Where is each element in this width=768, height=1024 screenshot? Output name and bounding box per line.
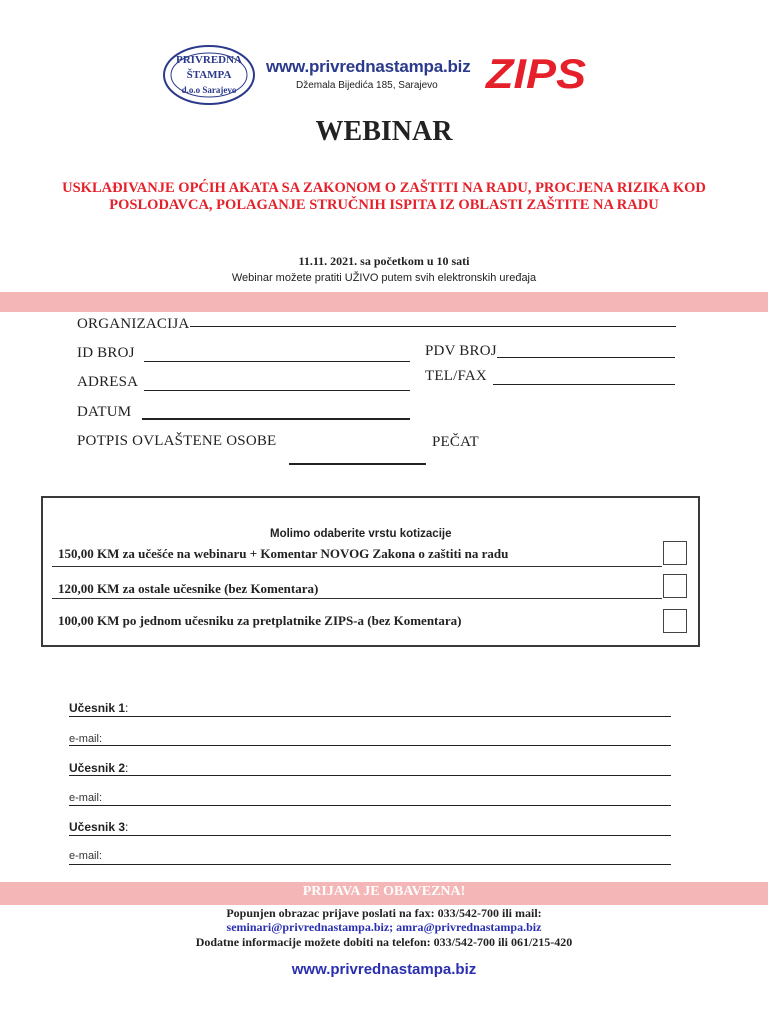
fee-divider-1 [52,566,662,567]
header-website[interactable]: www.privrednastampa.biz [266,57,471,76]
input-tel-fax[interactable] [493,384,675,385]
footer-line3: Dodatne informacije možete dobiti na telefon: 033/542-700 ili 061/215-420 [195,935,573,949]
participant-2-label: Učesnik 2: [69,761,129,775]
footer-website[interactable]: www.privrednastampa.biz [291,961,477,978]
fee-option-1: 150,00 KM za učešće na webinaru + Komentar NOVOG Zakona o zaštiti na radu [58,546,509,561]
label-tel-fax: TEL/FAX [425,368,487,384]
header-address: Džemala Bijedića 185, Sarajevo [296,80,438,91]
participant-2-input[interactable] [69,775,671,776]
footer-banner: PRIJAVA JE OBAVEZNA! [302,884,466,899]
fee-checkbox-3[interactable] [663,609,687,633]
participant-1-email-label: e-mail: [69,733,103,745]
zips-logo-text: ZIPS [484,50,586,96]
input-id-broj[interactable] [144,361,410,362]
seal-text-top: PRIVREDNA [176,54,242,66]
label-organizacija: ORGANIZACIJA [77,316,190,332]
footer-line1: Popunjen obrazac prijave poslati na fax: 033/542-700 ili mail: [226,906,542,920]
label-id-broj: ID BROJ [77,345,135,361]
seal-text-bottom: d.o.o Sarajevo [181,85,237,95]
participant-1-input[interactable] [69,716,671,717]
label-potpis: POTPIS OVLAŠTENE OSOBE [77,433,277,449]
info-line: Webinar možete pratiti UŽIVO putem svih elektronskih uređaja [231,272,537,284]
date-line: 11.11. 2021. sa početkom u 10 sati [298,254,470,268]
publisher-seal-logo [162,44,256,106]
pink-band-top [0,292,768,312]
label-pecat: PEČAT [432,434,479,450]
subtitle-line2: POSLODAVCA, POLAGANJE STRUČNIH ISPITA IZ OBLASTI ZAŠTITE NA RADU [109,197,659,213]
fee-option-2: 120,00 KM za ostale učesnike (bez Komentara) [58,581,319,596]
participant-3-email-input[interactable] [69,864,671,865]
participant-3-email-label: e-mail: [69,850,103,862]
footer-emails[interactable]: seminari@privrednastampa.biz; amra@privrednastampa.biz [226,920,542,934]
fee-option-3: 100,00 KM po jednom učesniku za pretplatnike ZIPS-a (bez Komentara) [58,613,462,628]
participant-1-email-input[interactable] [69,745,671,746]
page-title: WEBINAR [315,116,453,147]
participant-3-label: Učesnik 3: [69,820,129,834]
fee-heading: Molimo odaberite vrstu kotizacije [270,528,452,540]
participant-2-email-input[interactable] [69,805,671,806]
input-adresa[interactable] [144,390,410,391]
subtitle-line1: USKLAĐIVANJE OPĆIH AKATA SA ZAKONOM O ZAŠTITI NA RADU, PROCJENA RIZIKA KOD [62,180,706,196]
fee-checkbox-1[interactable] [663,541,687,565]
zips-logo [484,50,588,96]
seal-text-middle: ŠTAMPA [186,69,232,81]
input-pdv-broj[interactable] [497,357,675,358]
participant-3-input[interactable] [69,835,671,836]
label-datum: DATUM [77,404,132,420]
label-pdv-broj: PDV BROJ [425,343,497,359]
participant-2-email-label: e-mail: [69,792,103,804]
label-adresa: ADRESA [77,374,139,390]
fee-divider-2 [52,598,662,599]
input-datum[interactable] [142,418,410,420]
participant-1-label: Učesnik 1: [69,701,129,715]
input-organizacija[interactable] [190,326,676,327]
input-potpis[interactable] [289,463,426,465]
fee-checkbox-2[interactable] [663,574,687,598]
